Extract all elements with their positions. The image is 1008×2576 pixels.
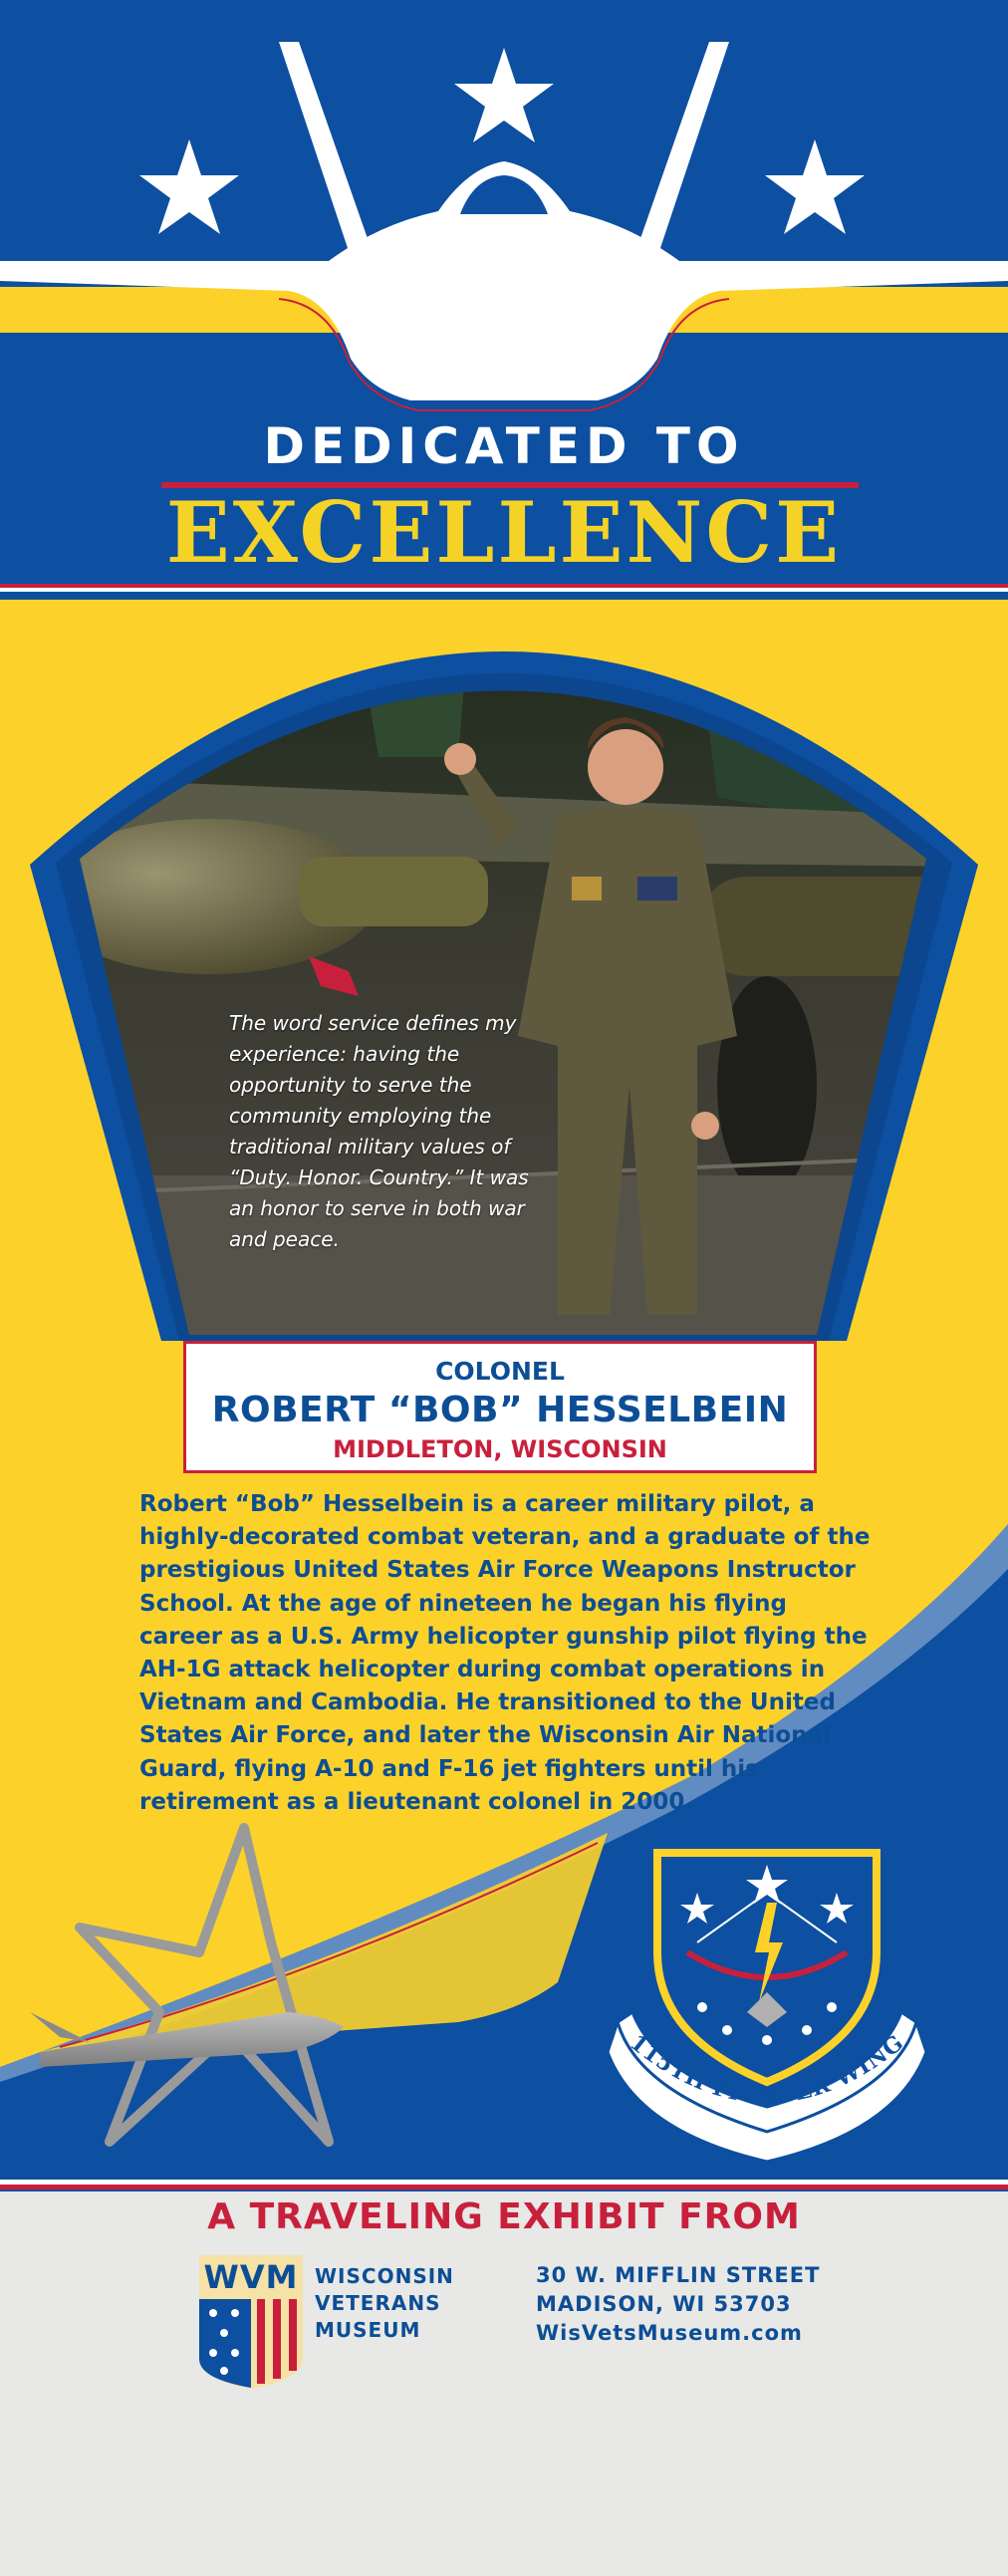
org-name-line-3: MUSEUM (315, 2318, 421, 2342)
hometown-label: MIDDLETON, WISCONSIN (333, 1435, 667, 1463)
wvm-letters: WVM (203, 2258, 299, 2296)
org-name-line-1: WISCONSIN (315, 2264, 454, 2288)
quote-text: The word service defines my experience: having the opportunity to serve the community employing the traditional military values of “Duty. Honor. Country.” It was an honor to serve in both war and peace. (229, 1011, 529, 1251)
traveling-exhibit-heading: A TRAVELING EXHIBIT FROM (207, 2196, 801, 2237)
nameplate (183, 1341, 817, 1473)
svg-text:115TH FIGHTER WING (625, 2029, 908, 2109)
heading-dedicated-to: DEDICATED TO (263, 417, 745, 475)
org-name-line-2: VETERANS (315, 2291, 441, 2315)
person-name: ROBERT “BOB” HESSELBEIN (211, 1390, 789, 1430)
wing-patch-label: 115TH FIGHTER WING (625, 2029, 909, 2110)
wing-patch-text (598, 2012, 936, 2182)
biography-text: Robert “Bob” Hesselbein is a career military pilot, a highly-decorated combat veteran, and a graduate of the prestigious United States Air Force Weapons Instructor School. At the age of nineteen he began his flying career as a U.S. Army helicopter gunship pilot flying the AH-1G attack helicopter during combat operations in Vietnam and Cambodia. He transitioned to the United States Air Force, and later the Wisconsin Air National Guard, flying A-10 and F-16 jet fighters until his retirement as a lieutenant colonel in 2000. (139, 1491, 871, 1815)
address-city: MADISON, WI 53703 (536, 2292, 792, 2316)
footer-background (0, 2191, 1008, 2576)
heading-excellence: EXCELLENCE (165, 483, 843, 582)
address-street: 30 W. MIFFLIN STREET (536, 2263, 821, 2287)
rank-label: COLONEL (435, 1357, 565, 1386)
website-link[interactable]: WisVetsMuseum.com (536, 2321, 803, 2345)
